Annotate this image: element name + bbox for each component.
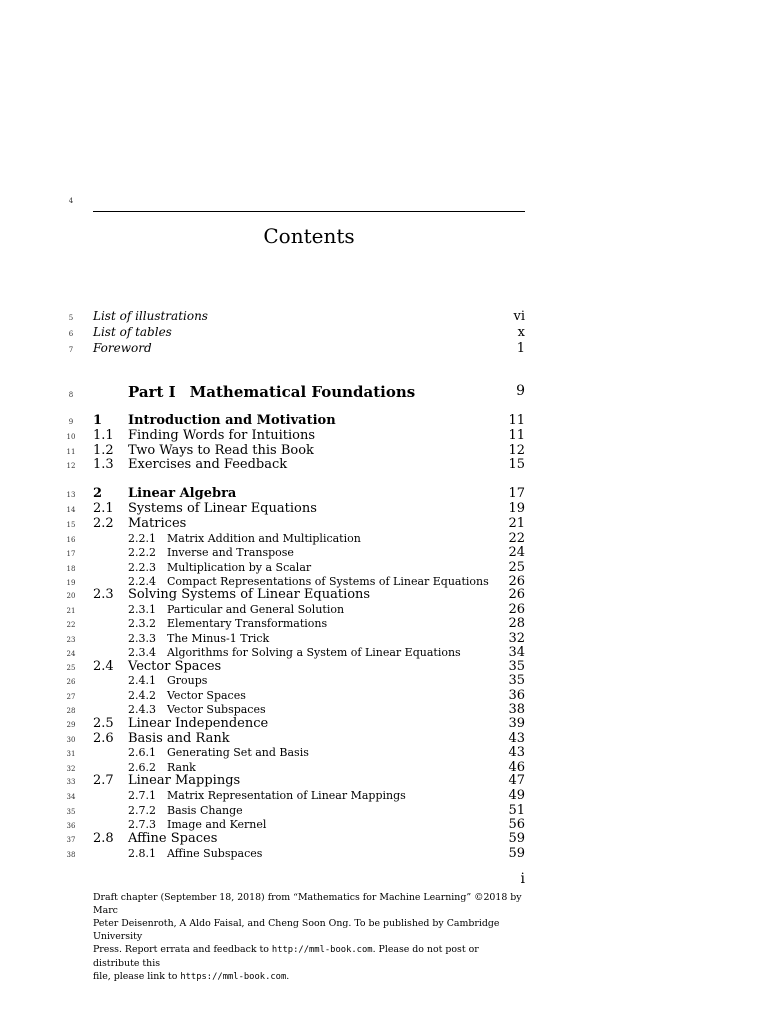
toc-page-number: 59 xyxy=(508,831,525,846)
toc-entry-label: Particular and General Solution xyxy=(167,603,345,616)
toc-section[interactable] xyxy=(93,773,525,789)
toc-subsection[interactable] xyxy=(93,745,525,761)
toc-page-number: 43 xyxy=(508,731,525,746)
toc-entry-number: 2.4.2 xyxy=(128,689,156,702)
line-number: 13 xyxy=(66,491,76,499)
line-number: 27 xyxy=(66,693,76,701)
line-number: 6 xyxy=(68,330,74,338)
draft-footer xyxy=(93,891,525,984)
line-number: 17 xyxy=(66,550,76,558)
line-number: 29 xyxy=(66,721,76,729)
line-number: 11 xyxy=(66,448,76,456)
toc-entry-number: 2.2.4 xyxy=(128,575,156,588)
toc-page-number: 36 xyxy=(508,688,525,703)
line-number: 21 xyxy=(66,607,76,615)
toc-subsection[interactable] xyxy=(93,545,525,561)
toc-page-number: 26 xyxy=(508,602,525,617)
line-number: 33 xyxy=(66,778,76,786)
line-number: 10 xyxy=(66,433,76,441)
line-number: 37 xyxy=(66,836,76,844)
toc-page-number: 35 xyxy=(508,659,525,674)
footer-link[interactable]: http://mml-book.com xyxy=(271,945,373,955)
toc-entry-label: Rank xyxy=(167,761,196,774)
toc-entry-label: Systems of Linear Equations xyxy=(128,501,317,516)
line-number: 8 xyxy=(68,391,74,399)
line-number: 14 xyxy=(66,506,76,514)
line-number: 38 xyxy=(66,851,76,859)
toc-page-number: 21 xyxy=(508,516,525,531)
footer-line: Press. Report errata and feedback to http://mml-book.com. Please do not post or distribute this xyxy=(93,944,479,969)
toc-section[interactable] xyxy=(93,831,525,847)
toc-entry-number: 2.7.1 xyxy=(128,789,156,802)
toc-entry-label: Finding Words for Intuitions xyxy=(128,428,316,443)
toc-subsection[interactable] xyxy=(93,846,525,862)
line-number: 36 xyxy=(66,822,76,830)
toc-section[interactable] xyxy=(93,428,525,444)
toc-entry-number: 2.4.1 xyxy=(128,674,156,687)
toc-entry-label: Compact Representations of Systems of Linear Equations xyxy=(167,575,489,588)
line-number: 31 xyxy=(66,750,76,758)
line-number: 25 xyxy=(66,664,76,672)
toc-page-number: 11 xyxy=(508,413,525,428)
toc-entry-label: Vector Spaces xyxy=(128,659,222,674)
toc-entry-number: 1.3 xyxy=(93,457,114,472)
line-number: 5 xyxy=(68,314,74,322)
toc-entry-number: 2.6.2 xyxy=(128,761,156,774)
toc-entry-number: 2.2.1 xyxy=(128,532,156,545)
toc-entry-label: Exercises and Feedback xyxy=(128,457,288,472)
toc-entry-number: 2.3.2 xyxy=(128,617,156,630)
toc-entry-label: Algorithms for Solving a System of Linear Equations xyxy=(167,646,461,659)
toc-entry-label: Basis and Rank xyxy=(128,731,230,746)
toc-entry-label: Linear Algebra xyxy=(128,486,237,501)
toc-page-number: 19 xyxy=(508,501,525,516)
toc-page-number: 12 xyxy=(508,443,525,458)
toc-entry-number: 2.4 xyxy=(93,659,114,674)
toc-part-heading[interactable] xyxy=(93,383,525,403)
toc-page-number: x xyxy=(517,325,525,340)
line-number: 16 xyxy=(66,536,76,544)
line-number: 19 xyxy=(66,579,76,587)
toc-entry-label: Affine Spaces xyxy=(128,831,218,846)
toc-chapter[interactable] xyxy=(93,486,525,502)
toc-entry-label: Vector Subspaces xyxy=(167,703,266,716)
toc-entry-number: 2.4.3 xyxy=(128,703,156,716)
toc-entry-label: Introduction and Motivation xyxy=(128,413,336,428)
toc-entry-number: 2.2 xyxy=(93,516,114,531)
line-number: 12 xyxy=(66,462,76,470)
toc-page-number: 43 xyxy=(508,745,525,760)
toc-entry-label: The Minus-1 Trick xyxy=(167,632,270,645)
toc-entry-label: Vector Spaces xyxy=(167,689,246,702)
toc-entry-label: Solving Systems of Linear Equations xyxy=(128,587,371,602)
toc-page-number: 46 xyxy=(508,760,525,775)
toc-entry-number: 1.1 xyxy=(93,428,114,443)
toc-page-number: 26 xyxy=(508,587,525,602)
toc-entry-label: Inverse and Transpose xyxy=(167,546,294,559)
line-number: 22 xyxy=(66,621,76,629)
toc-entry-number: 2.2.3 xyxy=(128,561,156,574)
toc-entry-number: 2.7.3 xyxy=(128,818,156,831)
toc-page-number: 28 xyxy=(508,616,525,631)
toc-page-number: 22 xyxy=(508,531,525,546)
toc-entry-number: 2 xyxy=(93,486,103,501)
toc-front-matter-item[interactable] xyxy=(93,309,525,325)
toc-section[interactable] xyxy=(93,457,525,473)
line-number: 32 xyxy=(66,765,76,773)
toc-entry-number: 2.7.2 xyxy=(128,804,156,817)
line-number: 20 xyxy=(66,592,76,600)
toc-page-number: 26 xyxy=(508,574,525,589)
toc-page-number: 38 xyxy=(508,702,525,717)
toc-page-number: vi xyxy=(513,309,525,324)
toc-page-number: 34 xyxy=(508,645,525,660)
line-number: 28 xyxy=(66,707,76,715)
line-number: 15 xyxy=(66,521,76,529)
toc-entry-label: Basis Change xyxy=(167,804,243,817)
toc-part-label: Part I xyxy=(128,383,176,401)
toc-page-number: 32 xyxy=(508,631,525,646)
toc-page-number: 24 xyxy=(508,545,525,560)
toc-entry-label: Matrix Representation of Linear Mappings xyxy=(167,789,406,802)
toc-entry-label: Multiplication by a Scalar xyxy=(167,561,312,574)
toc-subsection[interactable] xyxy=(93,616,525,632)
line-number: 4 xyxy=(68,197,74,205)
toc-section[interactable] xyxy=(93,516,525,532)
toc-entry-number: 2.3.4 xyxy=(128,646,156,659)
toc-entry-number: 1.2 xyxy=(93,443,114,458)
header-rule xyxy=(93,211,525,212)
toc-entry-number: 2.5 xyxy=(93,716,114,731)
toc-subsection[interactable] xyxy=(93,788,525,804)
toc-page-number: 51 xyxy=(508,803,525,818)
toc-entry-label: Elementary Transformations xyxy=(167,617,328,630)
page-title: Contents xyxy=(263,224,355,248)
footer-line: Draft chapter (September 18, 2018) from “Mathematics for Machine Learning” ©2018 by Marc xyxy=(93,892,522,916)
line-number: 9 xyxy=(68,418,74,426)
toc-entry-number: 2.8 xyxy=(93,831,114,846)
toc-entry-label: List of tables xyxy=(93,325,172,339)
line-number: 18 xyxy=(66,565,76,573)
toc-entry-number: 2.3.3 xyxy=(128,632,156,645)
footer-link[interactable]: https://mml-book.com xyxy=(180,972,287,982)
toc-entry-label: Foreword xyxy=(93,341,152,355)
toc-entry-number: 2.3.1 xyxy=(128,603,156,616)
toc-entry-label: Two Ways to Read this Book xyxy=(128,443,314,458)
toc-entry-label: Matrix Addition and Multiplication xyxy=(167,532,361,545)
footer-line: file, please link to https://mml-book.com. xyxy=(93,971,290,982)
toc-page-number: 39 xyxy=(508,716,525,731)
line-number: 7 xyxy=(68,346,74,354)
toc-page-number: 15 xyxy=(508,457,525,472)
toc-page-number: 49 xyxy=(508,788,525,803)
toc-entry-label: List of illustrations xyxy=(93,309,208,323)
toc-entry-number: 2.1 xyxy=(93,501,114,516)
line-number: 23 xyxy=(66,636,76,644)
toc-page-number: 47 xyxy=(508,773,525,788)
toc-page-number: 11 xyxy=(508,428,525,443)
toc-entry-label: Matrices xyxy=(128,516,187,531)
toc-entry-number: 2.6.1 xyxy=(128,746,156,759)
toc-chapter[interactable] xyxy=(93,413,525,429)
toc-page-number: 35 xyxy=(508,673,525,688)
toc-entry-label: Groups xyxy=(167,674,208,687)
toc-page-number: 1 xyxy=(516,341,525,356)
toc-front-matter-item[interactable] xyxy=(93,325,525,341)
toc-entry-number: 2.7 xyxy=(93,773,114,788)
toc-page-number: 59 xyxy=(508,846,525,861)
line-number: 34 xyxy=(66,793,76,801)
toc-entry-label: Linear Mappings xyxy=(128,773,241,788)
line-number: 24 xyxy=(66,650,76,658)
toc-entry-number: 2.2.2 xyxy=(128,546,156,559)
page-number: i xyxy=(520,871,525,887)
toc-entry-label: Image and Kernel xyxy=(167,818,267,831)
toc-entry-label: Generating Set and Basis xyxy=(167,746,309,759)
toc-part-title xyxy=(128,383,415,401)
toc-entry-number: 2.3 xyxy=(93,587,114,602)
line-number: 35 xyxy=(66,808,76,816)
toc-entry-label: Linear Independence xyxy=(128,716,269,731)
toc-page-number: 56 xyxy=(508,817,525,832)
toc-section[interactable] xyxy=(93,501,525,517)
toc-entry-label: Affine Subspaces xyxy=(167,847,263,860)
toc-part-name: Mathematical Foundations xyxy=(189,383,416,401)
toc-page-number: 17 xyxy=(508,486,525,501)
toc-entry-number: 2.8.1 xyxy=(128,847,156,860)
toc-subsection[interactable] xyxy=(93,673,525,689)
toc-entry-number: 1 xyxy=(93,413,103,428)
line-number: 30 xyxy=(66,736,76,744)
toc-entry-number: 2.6 xyxy=(93,731,114,746)
toc-page-number: 25 xyxy=(508,560,525,575)
toc-section[interactable] xyxy=(93,587,525,603)
toc-front-matter-item[interactable] xyxy=(93,341,525,357)
toc-page-number: 9 xyxy=(516,383,525,399)
toc-section[interactable] xyxy=(93,716,525,732)
line-number: 26 xyxy=(66,678,76,686)
footer-line: Peter Deisenroth, A Aldo Faisal, and Cheng Soon Ong. To be published by Cambridge University xyxy=(93,918,500,942)
